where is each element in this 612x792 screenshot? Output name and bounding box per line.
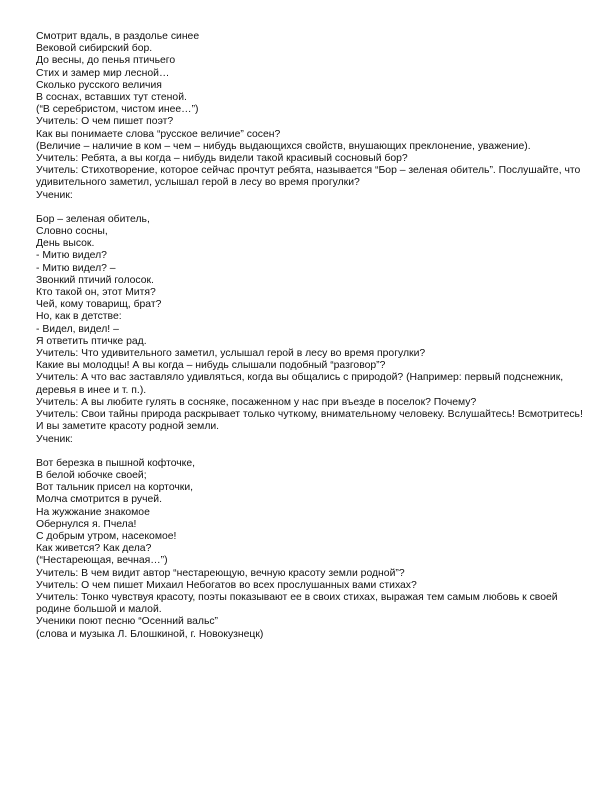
teacher-question: Учитель: Ребята, а вы когда – нибудь видели такой красивый сосновый бор? [36, 153, 408, 165]
paragraph-line: И вы заметите красоту родной земли. [36, 421, 220, 433]
document-page [36, 31, 583, 641]
poem-line: Я ответить птичке рад. [36, 335, 147, 347]
poem-line: Сколько русского величия [36, 79, 162, 91]
teacher-question: Учитель: О чем пишет Михаил Небогатов во всех прослушанных вами стихах? [36, 579, 417, 591]
paragraph-line: Учитель: А что вас заставляло удивляться, когда вы общались с природой? (Например: первый подснежник, [36, 372, 564, 384]
poem-line: Чей, кому товарищ, брат? [36, 299, 162, 311]
teacher-question: Учитель: О чем пишет поэт? [36, 116, 174, 128]
poem-line: Вот березка в пышной кофточке, [36, 457, 196, 469]
paragraph-line: Учитель: Свои тайны природа раскрывает только чуткому, внимательному человеку. Вслушайтесь! Всмотритесь! [36, 409, 583, 421]
paragraph-line: Учитель: Стихотворение, которое сейчас прочтут ребята, называется “Бор – зеленая обитель”. Послушайте, что [36, 165, 581, 177]
paragraph-line: деревья в инее и т. п.). [36, 384, 147, 396]
poem-line: Обернулся я. Пчела! [36, 518, 137, 530]
teacher-question: Какие вы молодцы! А вы когда – нибудь слышали подобный “разговор”? [36, 360, 386, 372]
poem-line: Как живется? Как дела? [36, 543, 152, 555]
poem-line: До весны, до пенья птичьего [36, 55, 176, 67]
teacher-question: Учитель: А вы любите гулять в сосняке, посаженном у нас при въезде в поселок? Почему? [36, 396, 477, 408]
paragraph-line: Учитель: Тонко чувствуя красоту, поэты показывают ее в своих стихах, выражая тем самым любовь к своей [36, 591, 558, 603]
poem-pine-forest [36, 31, 576, 116]
student-label: Ученик: [36, 189, 73, 201]
poem-line: Стих и замер мир лесной… [36, 67, 170, 79]
student-label: Ученик: [36, 433, 73, 445]
poem-line: Смотрит вдаль, в раздолье синее [36, 31, 200, 42]
poem-line: На жужжание знакомое [36, 506, 150, 518]
poem-source: (“В серебристом, чистом инее…”) [36, 104, 199, 116]
paragraph-line: удивительного заметил, услышал герой в лесу во время прогулки? [36, 177, 360, 189]
poem-line: Кто такой он, этот Митя? [36, 287, 156, 299]
poem-line: В соснах, вставших тут стеной. [36, 92, 187, 104]
definition-paragraph: (Величие – наличие в ком – чем – нибудь выдающихся свойств, внушающих преклонение, уважение). [36, 140, 531, 152]
teacher-question: Учитель: В чем видит автор “нестареющую, вечную красоту земли родной”? [36, 567, 405, 579]
poem-line: - Митю видел? [36, 250, 107, 262]
poem-birch [36, 458, 576, 568]
teacher-paragraph [36, 372, 576, 396]
poem-line: День высок. [36, 238, 95, 250]
poem-line: Вековой сибирский бор. [36, 43, 153, 55]
teacher-paragraph [36, 592, 576, 616]
poem-line: Вот тальник присел на корточки, [36, 482, 194, 494]
poem-line: Словно сосны, [36, 226, 108, 238]
poem-line: Бор – зеленая обитель, [36, 213, 150, 225]
teacher-question: Учитель: Что удивительного заметил, услышал герой в лесу во время прогулки? [36, 348, 426, 360]
song-credits: (слова и музыка Л. Блошкиной, г. Новокузнецк) [36, 628, 264, 640]
poem-line: - Митю видел? – [36, 262, 116, 274]
teacher-paragraph [36, 409, 583, 433]
poem-line: Молча смотрится в ручей. [36, 494, 162, 506]
poem-line: С добрым утром, насекомое! [36, 530, 177, 542]
poem-line: Но, как в детстве: [36, 311, 122, 323]
song-note: Ученики поют песню “Осенний вальс” [36, 616, 219, 628]
question-paragraph: Как вы понимаете слова “русское величие” сосен? [36, 128, 281, 140]
teacher-paragraph [36, 165, 581, 189]
poem-line: - Видел, видел! – [36, 323, 119, 335]
paragraph-line: родине большой и малой. [36, 604, 162, 616]
poem-line: В белой юбочке своей; [36, 469, 147, 481]
poem-source: (“Нестареющая, вечная…”) [36, 555, 168, 567]
poem-green-abode [36, 214, 576, 360]
poem-line: Звонкий птичий голосок. [36, 274, 154, 286]
